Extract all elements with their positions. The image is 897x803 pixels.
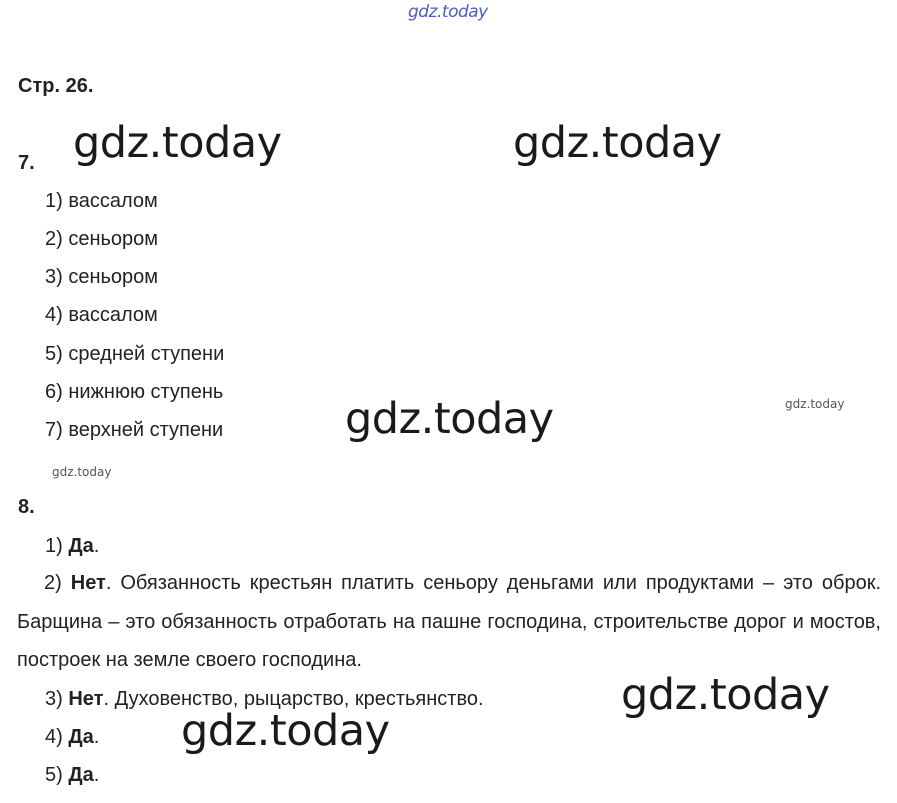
- watermark-top: gdz.today: [408, 2, 488, 22]
- task-7-item: 5) средней ступени: [45, 343, 225, 365]
- item-text: . Духовенство, рыцарство, крестьянство.: [103, 688, 484, 710]
- watermark-big: gdz.today: [181, 706, 390, 756]
- item-text: . Обязанность крестьян платить сеньору деньгами или продуктами – это оброк. Барщина – это обязанность отработать на пашне господина, строительстве дорог и мостов, построек на земле своего господина.: [17, 572, 882, 671]
- item-prefix: 1): [45, 535, 63, 557]
- task-8-item: [45, 726, 99, 749]
- task-8-item: [45, 535, 99, 558]
- item-answer: Нет: [68, 688, 104, 710]
- task-8-number: 8.: [18, 496, 35, 518]
- task-7-item: 7) верхней ступени: [45, 419, 224, 441]
- item-answer: Нет: [70, 572, 106, 594]
- watermark-small: gdz.today: [785, 397, 845, 411]
- item-text: .: [93, 726, 100, 748]
- task-8-item-paragraph: [17, 564, 881, 680]
- item-prefix: 5): [45, 764, 63, 786]
- item-prefix: 3): [45, 688, 63, 710]
- item-answer: Да: [68, 535, 94, 557]
- watermark-big: gdz.today: [513, 118, 722, 168]
- task-7-number: 7.: [18, 152, 35, 174]
- item-text: .: [93, 535, 100, 557]
- task-7-item: 6) нижнюю ступень: [45, 381, 224, 403]
- task-7-item: 3) сеньором: [45, 266, 159, 288]
- item-prefix: 2): [44, 572, 62, 594]
- watermark-big: gdz.today: [345, 394, 554, 444]
- watermark-big: gdz.today: [621, 670, 830, 720]
- task-7-item: 2) сеньором: [45, 228, 159, 250]
- item-answer: Да: [68, 726, 94, 748]
- watermark-big: gdz.today: [73, 118, 282, 168]
- item-answer: Да: [68, 764, 94, 786]
- page-label: Стр. 26.: [18, 75, 94, 97]
- item-prefix: 4): [45, 726, 63, 748]
- task-7-item: 4) вассалом: [45, 304, 158, 326]
- task-8-item: [45, 764, 99, 787]
- item-text: .: [93, 764, 100, 786]
- task-7-item: 1) вассалом: [45, 190, 158, 212]
- watermark-small: gdz.today: [52, 465, 112, 479]
